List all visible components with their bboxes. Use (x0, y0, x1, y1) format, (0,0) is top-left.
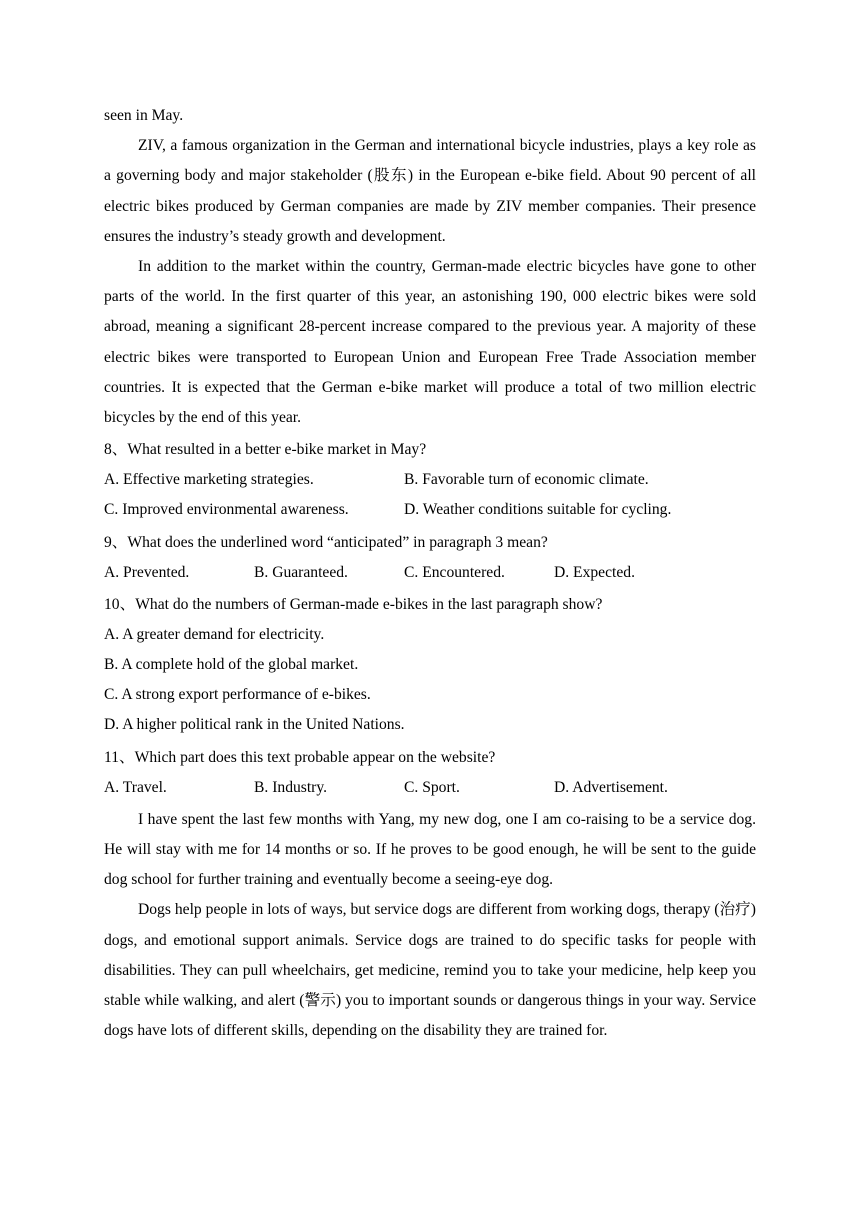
question-9-stem: 9、What does the underlined word “anticipated” in paragraph 3 mean? (104, 533, 548, 551)
question-9-option-d: D. Expected. (554, 563, 635, 581)
question-10-option-b: B. A complete hold of the global market. (104, 656, 359, 674)
question-11-option-c: C. Sport. (404, 778, 460, 796)
question-11-options-row (104, 773, 756, 803)
question-10-stem: 10、What do the numbers of German-made e-bikes in the last paragraph show? (104, 595, 603, 613)
question-9-options-row (104, 558, 756, 588)
question-8-option-b: B. Favorable turn of economic climate. (404, 471, 649, 489)
passage-paragraph-ziv: ZIV, a famous organization in the German and international bicycle industries, plays a key role as a governing body and major stakeholder (股东) in the European e-bike field. About 90 percent of all electric bikes produced by German companies are made by ZIV member companies. Their presence ensures the industry’s steady growth and development. (104, 137, 756, 245)
page-content (104, 101, 756, 1046)
question-10-option-c: C. A strong export performance of e-bikes. (104, 686, 371, 704)
passage2-paragraph-service-dogs: Dogs help people in lots of ways, but service dogs are different from working dogs, therapy (治疗) dogs, and emotional support animals. Service dogs are trained to do specific tasks for people with disabilities. They can pull wheelchairs, get medicine, remind you to take your medicine, help keep you stable while walking, and alert (警示) you to important sounds or dangerous things in your way. Service dogs have lots of different skills, depending on the disability they are trained for. (104, 901, 756, 1040)
question-8-option-c: C. Improved environmental awareness. (104, 501, 349, 519)
question-11-option-d: D. Advertisement. (554, 778, 668, 796)
question-11-option-b: B. Industry. (254, 778, 328, 796)
question-8-stem: 8、What resulted in a better e-bike market in May? (104, 441, 427, 459)
question-8-option-d: D. Weather conditions suitable for cycling. (404, 501, 672, 519)
passage-paragraph-export: In addition to the market within the country, German-made electric bicycles have gone to other parts of the world. In the first quarter of this year, an astonishing 190, 000 electric bikes were sold abroad, meaning a significant 28-percent increase compared to the previous year. A majority of these electric bikes were transported to European Union and European Free Trade Association member countries. It is expected that the German e-bike market will produce a total of two million electric bicycles by the end of this year. (104, 258, 756, 427)
passage2-paragraph-yang: I have spent the last few months with Yang, my new dog, one I am co-raising to be a service dog. He will stay with me for 14 months or so. If he proves to be good enough, he will be sent to the guide dog school for further training and eventually become a seeing-eye dog. (104, 810, 756, 889)
question-9-option-a: A. Prevented. (104, 563, 190, 581)
passage-continuation: seen in May. (104, 107, 184, 124)
question-8-option-a: A. Effective marketing strategies. (104, 471, 314, 489)
question-9-option-b: B. Guaranteed. (254, 563, 348, 581)
question-10-option-a: A. A greater demand for electricity. (104, 625, 325, 643)
question-11-stem: 11、Which part does this text probable appear on the website? (104, 748, 496, 766)
question-11-option-a: A. Travel. (104, 778, 167, 796)
question-8-options-row1 (104, 465, 756, 495)
question-10-option-d: D. A higher political rank in the United Nations. (104, 716, 405, 734)
question-8-options-row2 (104, 495, 756, 525)
question-9-option-c: C. Encountered. (404, 563, 505, 581)
